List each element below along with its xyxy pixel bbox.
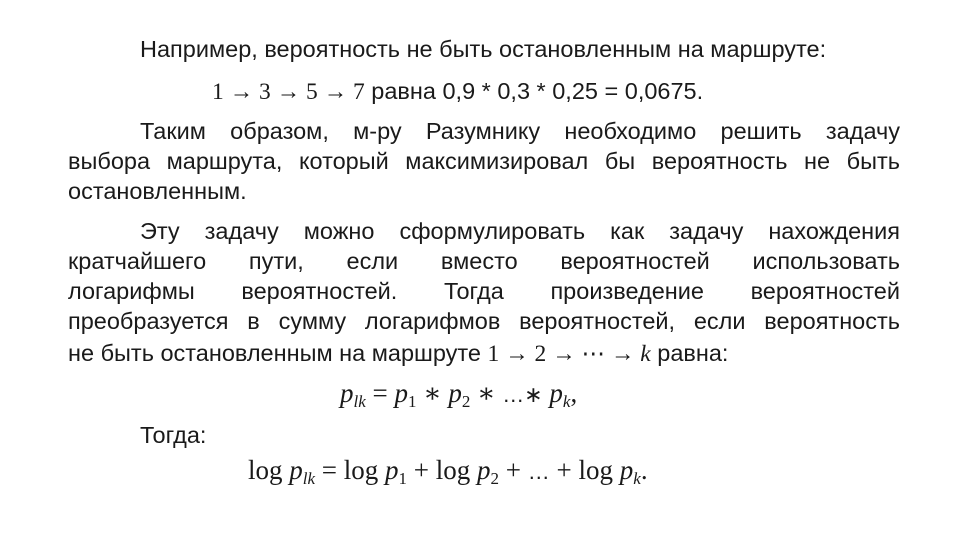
formula1-sub-k: k bbox=[562, 392, 571, 411]
formula2-period: . bbox=[640, 455, 648, 485]
paragraph2-line2: выбора маршрута, который максимизировал бы вероятность не быть bbox=[68, 148, 900, 174]
formula1-comma: , bbox=[570, 378, 578, 408]
route-expression: 1 → 3 → 5 → 7 bbox=[212, 79, 365, 105]
formula1-equals: = bbox=[372, 378, 388, 408]
route-probability-text: равна 0,9 * 0,3 * 0,25 = 0,0675. bbox=[371, 78, 704, 104]
formula2-dots: … bbox=[527, 459, 550, 484]
formula2-sub-2: 2 bbox=[490, 469, 500, 488]
formula2-log-k: log bbox=[578, 455, 614, 485]
formula2-sub-k: k bbox=[633, 469, 641, 488]
paragraph3-line3: логарифмы вероятностей. Тогда произведение вероятностей bbox=[68, 278, 900, 304]
paragraph3-line4: преобразуется в сумму логарифмов вероятностей, если вероятность bbox=[68, 308, 900, 334]
route-line bbox=[212, 76, 703, 107]
formula2-p: p bbox=[289, 455, 303, 485]
formula1-sub-1: 1 bbox=[408, 392, 417, 411]
formula2-pk: p bbox=[619, 455, 634, 485]
formula1-pk: p bbox=[549, 378, 563, 408]
togda-label: Тогда: bbox=[140, 422, 207, 448]
formula2-log-2: log bbox=[435, 455, 471, 485]
formula1-dots: …∗ bbox=[502, 382, 543, 407]
formula2-plus1: + bbox=[413, 455, 430, 485]
paragraph3-line5-end: равна: bbox=[657, 340, 729, 366]
formula2-sub-lk: lk bbox=[302, 469, 316, 488]
formula2-log-1: log bbox=[343, 455, 379, 485]
formula2-log: log bbox=[248, 455, 283, 485]
formula2-equals: = bbox=[321, 455, 338, 485]
paragraph3-line2: кратчайшего пути, если вместо вероятностей использовать bbox=[68, 248, 900, 274]
paragraph3-line5 bbox=[68, 338, 728, 369]
formula-product bbox=[340, 378, 577, 412]
formula1-star2: ∗ bbox=[477, 378, 496, 408]
paragraph3-line1: Эту задачу можно сформулировать как задачу нахождения bbox=[140, 218, 900, 244]
paragraph2-line1: Таким образом, м-ру Разумнику необходимо решить задачу bbox=[140, 118, 900, 144]
formula1-sub-2: 2 bbox=[461, 392, 471, 411]
formula1-p2: p bbox=[448, 378, 462, 408]
formula1-p: p bbox=[340, 378, 354, 408]
route-k: k bbox=[640, 341, 651, 367]
formula2-sub-1: 1 bbox=[398, 469, 408, 488]
paragraph1-line1: Например, вероятность не быть остановленным на маршруте: bbox=[140, 36, 827, 62]
formula1-sub-lk: lk bbox=[353, 392, 366, 411]
formula1-p1: p bbox=[394, 378, 409, 408]
formula1-star1: ∗ bbox=[423, 378, 442, 408]
formula2-plus3: + bbox=[556, 455, 572, 485]
paragraph3-line5-text: не быть остановленным на маршруте bbox=[68, 340, 482, 366]
formula2-p1: p bbox=[385, 455, 399, 485]
route-general: 1 → 2 → ⋯ → bbox=[487, 341, 641, 367]
paragraph2-line3: остановленным. bbox=[68, 178, 247, 204]
formula-log-sum bbox=[248, 455, 648, 489]
formula2-plus2: + bbox=[505, 455, 522, 485]
formula2-p2: p bbox=[477, 455, 491, 485]
